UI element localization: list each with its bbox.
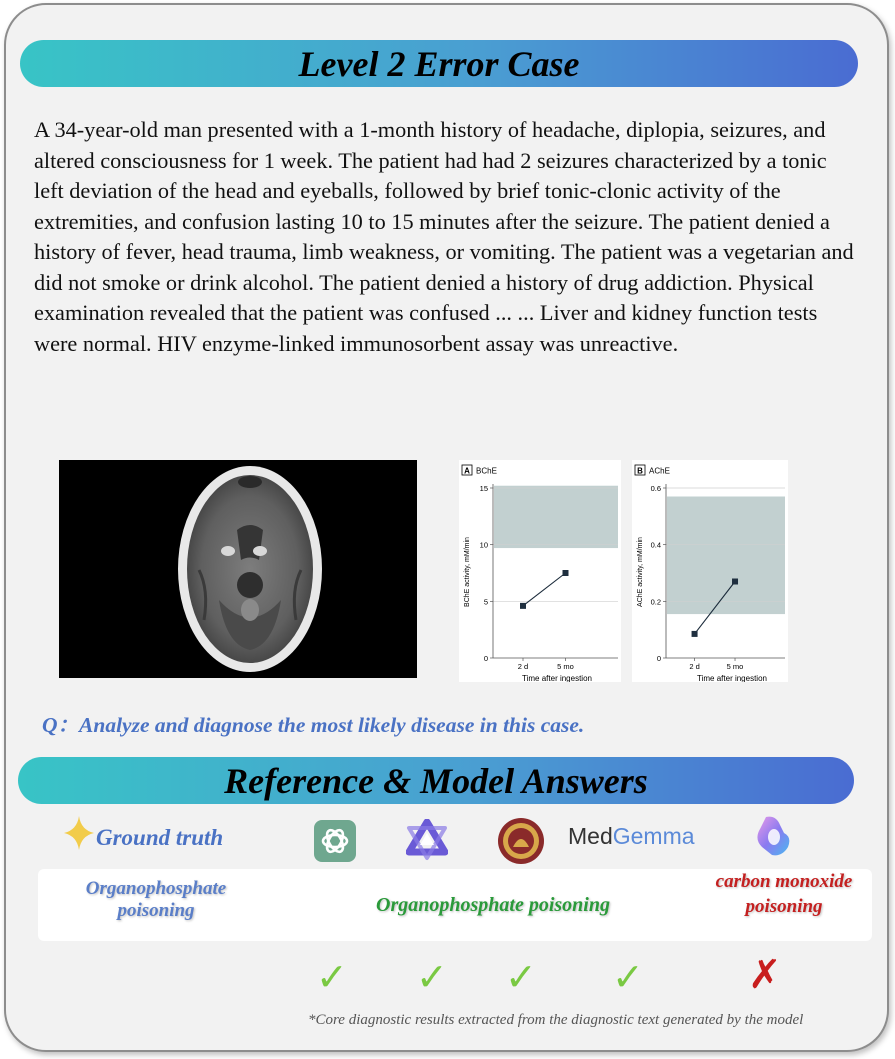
chart-a-xlabel: Time after ingestion (522, 674, 592, 682)
chart-a-panel-letter: A (464, 466, 470, 476)
cross-icon: ✗ (748, 952, 782, 998)
chart-a-ylabel: BChE activity, mM/min (464, 537, 471, 607)
chart-a-ytick-label: 5 (483, 597, 488, 607)
chart-panel-a (459, 460, 621, 682)
chart-b-title: AChE (649, 466, 670, 476)
ache-chart (632, 460, 788, 682)
chart-a-data-point (520, 603, 526, 609)
chart-a-xtick-label: 5 mo (557, 662, 574, 671)
chart-a-ytick-label: 15 (479, 484, 488, 493)
question-text: Q：Analyze and diagnose the most likely disease in this case. (42, 713, 585, 737)
chart-b-ytick-label: 0.4 (650, 540, 661, 550)
chart-b-xtick-label: 2 d (689, 662, 700, 671)
ground-truth-answer: Organophosphate poisoning (85, 878, 227, 921)
chart-a-ytick-label: 10 (479, 540, 488, 550)
chart-b-ylabel: AChE activity, mM/min (637, 537, 644, 607)
medgemma-logo-gemma: Gemma (612, 823, 695, 849)
chart-b-xtick-label: 5 mo (726, 662, 744, 671)
chart-a-title: BChE (476, 466, 497, 476)
chart-a-data-point (563, 570, 569, 576)
chart-a-xtick-label: 2 d (517, 662, 529, 671)
failed-model-answer: carbon monoxide poisoning (715, 871, 853, 917)
ct-scan-drawing (59, 460, 417, 678)
correct-models-answer: Organophosphate poisoning (376, 894, 610, 916)
answers-row (38, 869, 872, 941)
chart-b-plot (651, 484, 785, 671)
check-icon: ✓ (612, 955, 644, 999)
chart-panel-b (632, 460, 788, 682)
chart-b-ytick-label: 0.6 (650, 484, 661, 493)
chatgpt-logo-icon (314, 820, 356, 867)
chart-b-normal-range (667, 497, 785, 615)
copilot-logo-icon (754, 813, 794, 864)
chart-a-ytick-label: 0 (483, 654, 488, 663)
title-banner (20, 40, 858, 87)
chart-b-data-point (692, 631, 698, 637)
ground-truth-header (64, 815, 223, 851)
chart-a-plot (480, 484, 618, 671)
chart-a-normal-range (494, 486, 618, 548)
qwen-logo-icon (406, 819, 448, 866)
section-title: Reference & Model Answers (224, 760, 648, 801)
ct-scan-image (59, 460, 417, 678)
chart-a-series-line (523, 573, 566, 606)
check-icon: ✓ (416, 955, 448, 999)
medgemma-logo-med: Med (568, 823, 613, 849)
university-seal-logo-icon (497, 817, 545, 870)
chart-b-panel-letter: B (637, 466, 643, 476)
check-icon: ✓ (316, 955, 348, 999)
case-description: A 34-year-old man presented with a 1-month history of headache, diplopia, seizures, and altered consciousness for 1 week. The patient had had 2 seizures characterized by a tonic left deviation of the head and eyeballs, followed by brief tonic-clonic activity of the extremities, and confusion lasting 10 to 15 minutes after the seizure. The patient denied a history of fever, head trauma, limb weakness, or vomiting. The patient was a vegetarian and did not smoke or drink alcohol. The patient denied a history of drug addiction. Physical examination revealed that the patient was confused ... ... Liver and kidney function tests were normal. HIV enzyme-linked immunosorbent assay was unreactive. (34, 117, 854, 356)
page-title: Level 2 Error Case (298, 43, 580, 84)
footnote: *Core diagnostic results extracted from the diagnostic text generated by the model (308, 1012, 804, 1028)
chart-b-ytick-label: 0.2 (650, 597, 661, 607)
bche-chart (459, 460, 621, 682)
medgemma-logo (568, 823, 695, 850)
ground-truth-label: Ground truth (96, 825, 224, 850)
check-icon: ✓ (505, 955, 537, 999)
chart-b-data-point (732, 579, 738, 585)
sparkle-icon (64, 816, 94, 850)
section-banner (18, 757, 854, 804)
chart-b-xlabel: Time after ingestion (697, 674, 767, 682)
chart-b-ytick-label: 0 (656, 654, 661, 663)
